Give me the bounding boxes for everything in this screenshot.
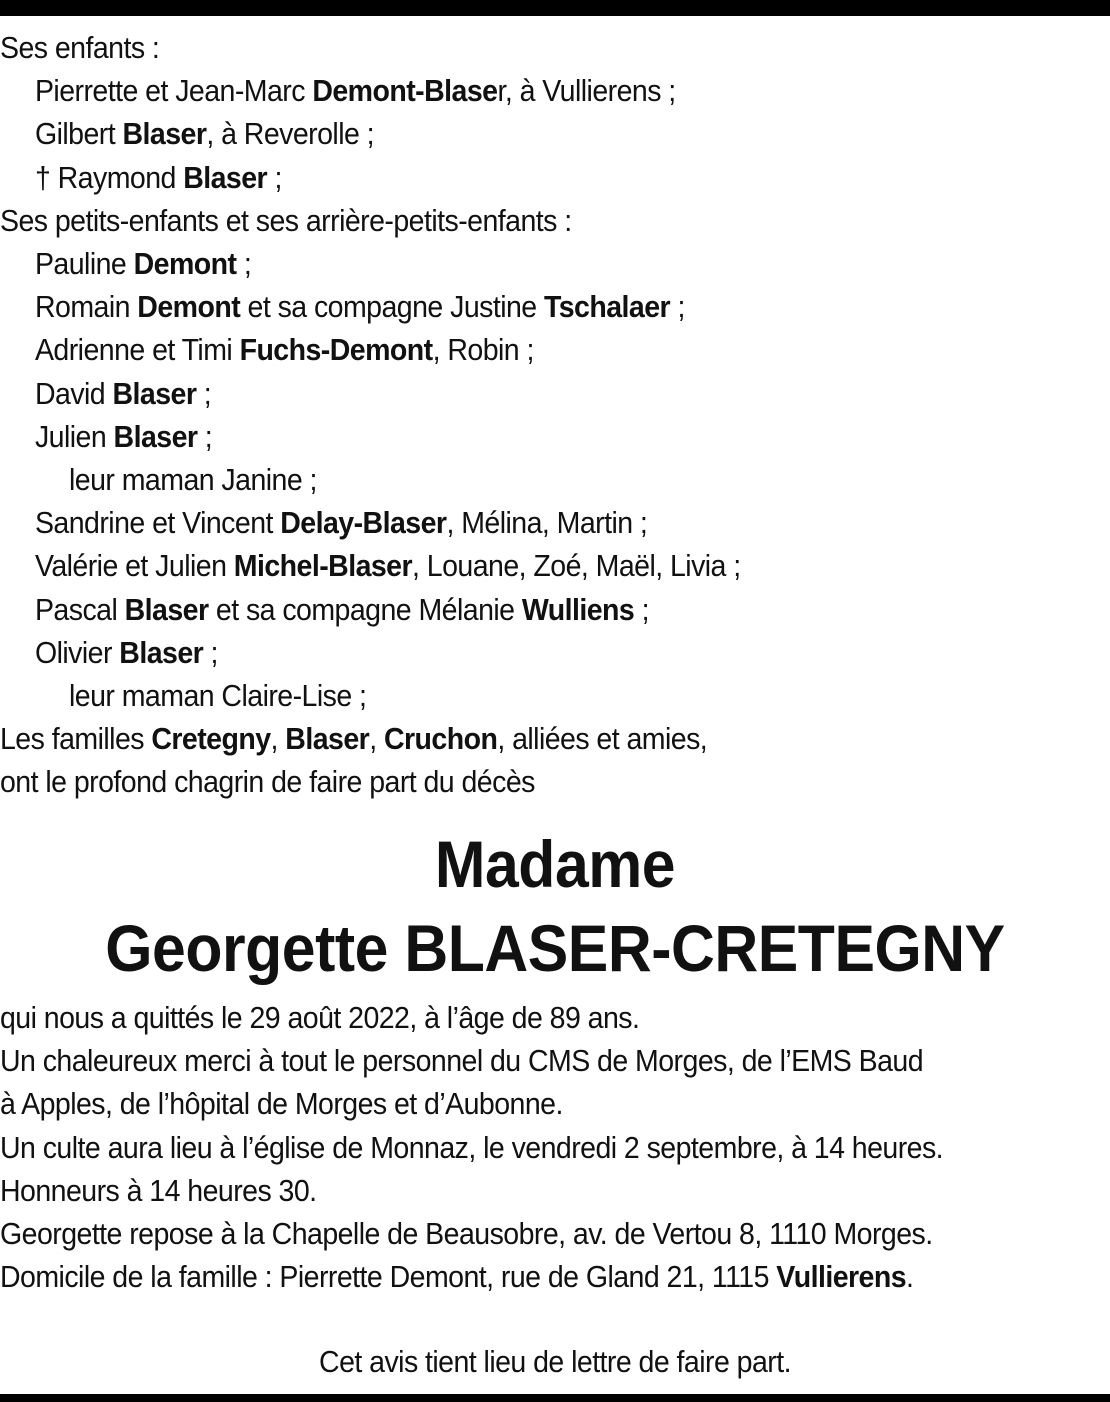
closing-text <box>0 996 1021 1298</box>
bottom-border-rule <box>0 1394 1110 1402</box>
closing-line-6: Georgette repose à la Chapelle de Beausobre, av. de Vertou 8, 1110 Morges. <box>0 1216 933 1252</box>
closing-line-4: Un culte aura lieu à l’église de Monnaz, le vendredi 2 septembre, à 14 heures. <box>0 1129 944 1165</box>
grandchild-line-6: leur maman Janine ; <box>69 462 317 498</box>
grandchild-line-10: Olivier Blaser ; <box>34 634 218 670</box>
families-line: Les familles Cretegny, Blaser, Cruchon, alliées et amies, <box>0 721 708 757</box>
closing-line-3: à Apples, de l’hôpital de Morges et d’Aubonne. <box>0 1086 563 1122</box>
child-line-3: † Raymond Blaser ; <box>34 159 282 195</box>
deceased-name-block <box>44 822 1065 990</box>
closing-line-2: Un chaleureux merci à tout le personnel du CMS de Morges, de l’EMS Baud <box>0 1043 924 1079</box>
grandchild-line-1: Pauline Demont ; <box>34 246 252 282</box>
closing-line-7: Domicile de la famille : Pierrette Demont, rue de Gland 21, 1115 Vullierens. <box>0 1259 914 1295</box>
announcement-line: ont le profond chagrin de faire part du décès <box>0 764 535 800</box>
children-heading: Ses enfants : <box>0 30 160 65</box>
grandchild-line-4: David Blaser ; <box>34 375 212 411</box>
deceased-title: Madame <box>434 827 676 901</box>
child-line-2: Gilbert Blaser, à Reverolle ; <box>34 116 375 152</box>
grandchild-line-9: Pascal Blaser et sa compagne Mélanie Wulliens ; <box>34 591 649 627</box>
grandchild-line-8: Valérie et Julien Michel-Blaser, Louane, Zoé, Maël, Livia ; <box>34 548 741 584</box>
grandchild-line-3: Adrienne et Timi Fuchs-Demont, Robin ; <box>34 332 534 368</box>
child-line-1: Pierrette et Jean-Marc Demont-Blaser, à Vullierens ; <box>34 73 676 109</box>
family-list <box>0 26 1021 804</box>
grandchild-line-11: leur maman Claire-Lise ; <box>69 678 367 714</box>
footer-note: Cet avis tient lieu de lettre de faire part. <box>319 1344 791 1379</box>
grandchild-line-5: Julien Blaser ; <box>34 418 213 454</box>
deceased-name: Georgette BLASER-CRETEGNY <box>105 911 1005 985</box>
grandchild-line-2: Romain Demont et sa compagne Justine Tschalaer ; <box>34 289 685 325</box>
top-border-rule <box>0 0 1110 16</box>
grandchildren-heading: Ses petits-enfants et ses arrière-petits-enfants : <box>0 202 572 238</box>
grandchild-line-7: Sandrine et Vincent Delay-Blaser, Mélina, Martin ; <box>34 505 648 541</box>
closing-line-1: qui nous a quittés le 29 août 2022, à l’âge de 89 ans. <box>0 1000 640 1035</box>
closing-line-5: Honneurs à 14 heures 30. <box>0 1172 317 1208</box>
